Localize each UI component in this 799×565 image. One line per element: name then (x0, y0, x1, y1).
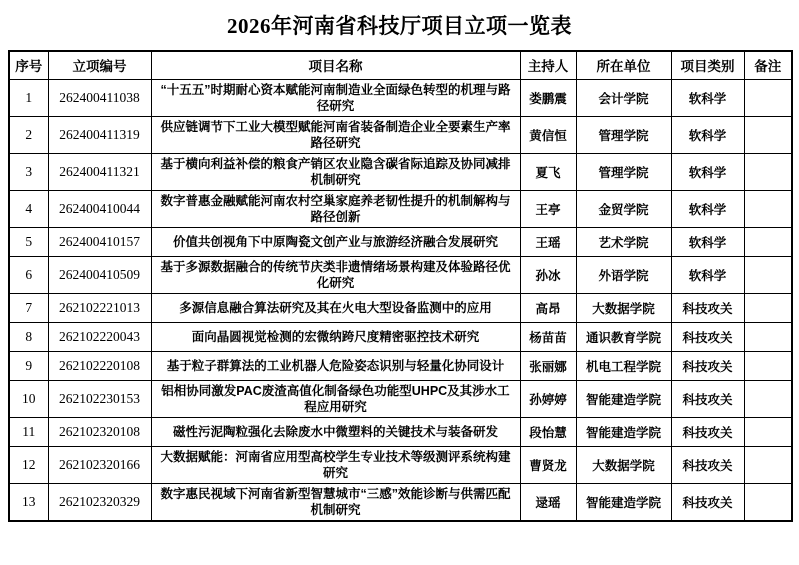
cell-index: 1 (9, 79, 48, 116)
cell-unit: 通识教育学院 (576, 322, 671, 351)
cell-remark (744, 227, 792, 256)
cell-project-name: “十五五”时期耐心资本赋能河南制造业全面绿色转型的机理与路径研究 (151, 79, 520, 116)
cell-unit: 大数据学院 (576, 293, 671, 322)
cell-category: 软科学 (671, 190, 744, 227)
cell-index: 2 (9, 116, 48, 153)
cell-category: 科技攻关 (671, 483, 744, 521)
cell-category: 软科学 (671, 116, 744, 153)
col-header-category: 项目类别 (671, 51, 744, 79)
cell-category: 科技攻关 (671, 446, 744, 483)
cell-unit: 外语学院 (576, 256, 671, 293)
cell-remark (744, 446, 792, 483)
cell-remark (744, 351, 792, 380)
cell-project-name: 价值共创视角下中原陶瓷文创产业与旅游经济融合发展研究 (151, 227, 520, 256)
cell-project-code: 262102220108 (48, 351, 151, 380)
cell-category: 科技攻关 (671, 351, 744, 380)
cell-index: 10 (9, 380, 48, 417)
cell-index: 11 (9, 417, 48, 446)
cell-leader: 娄鹏震 (520, 79, 576, 116)
cell-project-name: 数字惠民视域下河南省新型智慧城市“三感”效能诊断与供需匹配机制研究 (151, 483, 520, 521)
cell-remark (744, 79, 792, 116)
cell-category: 科技攻关 (671, 293, 744, 322)
cell-project-code: 262102320329 (48, 483, 151, 521)
cell-category: 软科学 (671, 256, 744, 293)
cell-index: 7 (9, 293, 48, 322)
table-row (9, 351, 792, 380)
cell-remark (744, 483, 792, 521)
cell-project-code: 262400411321 (48, 153, 151, 190)
table-row (9, 116, 792, 153)
page-title: 2026年河南省科技厅项目立项一览表 (227, 14, 572, 38)
cell-leader: 黄信恒 (520, 116, 576, 153)
table-row (9, 190, 792, 227)
col-header-name: 项目名称 (151, 51, 520, 79)
table-header (9, 51, 792, 79)
cell-index: 12 (9, 446, 48, 483)
cell-index: 9 (9, 351, 48, 380)
cell-leader: 曹贤龙 (520, 446, 576, 483)
cell-project-name: 基于粒子群算法的工业机器人危险姿态识别与轻量化协同设计 (151, 351, 520, 380)
cell-unit: 管理学院 (576, 153, 671, 190)
cell-remark (744, 293, 792, 322)
cell-index: 4 (9, 190, 48, 227)
cell-remark (744, 380, 792, 417)
cell-unit: 管理学院 (576, 116, 671, 153)
table-row (9, 227, 792, 256)
cell-unit: 艺术学院 (576, 227, 671, 256)
table-row (9, 483, 792, 521)
cell-category: 科技攻关 (671, 322, 744, 351)
cell-unit: 智能建造学院 (576, 417, 671, 446)
cell-remark (744, 256, 792, 293)
col-header-index: 序号 (9, 51, 48, 79)
cell-leader: 孙婷婷 (520, 380, 576, 417)
table-row (9, 79, 792, 116)
cell-leader: 杨苗苗 (520, 322, 576, 351)
cell-index: 6 (9, 256, 48, 293)
cell-index: 3 (9, 153, 48, 190)
table-row (9, 417, 792, 446)
cell-index: 8 (9, 322, 48, 351)
cell-unit: 智能建造学院 (576, 380, 671, 417)
project-approval-table (8, 50, 793, 522)
cell-project-name: 磁性污泥陶粒强化去除废水中微塑料的关键技术与装备研发 (151, 417, 520, 446)
cell-category: 软科学 (671, 79, 744, 116)
cell-project-code: 262102230153 (48, 380, 151, 417)
cell-project-code: 262400410157 (48, 227, 151, 256)
cell-project-code: 262102220043 (48, 322, 151, 351)
cell-project-name: 基于多源数据融合的传统节庆类非遗情绪场景构建及体验路径优化研究 (151, 256, 520, 293)
cell-remark (744, 190, 792, 227)
cell-project-name: 多源信息融合算法研究及其在火电大型设备监测中的应用 (151, 293, 520, 322)
cell-remark (744, 116, 792, 153)
cell-category: 科技攻关 (671, 417, 744, 446)
table-row (9, 446, 792, 483)
cell-project-name: 面向晶圆视觉检测的宏微纳跨尺度精密驱控技术研究 (151, 322, 520, 351)
cell-project-code: 262400411319 (48, 116, 151, 153)
cell-project-code: 262102221013 (48, 293, 151, 322)
cell-project-code: 262102320166 (48, 446, 151, 483)
cell-leader: 高昂 (520, 293, 576, 322)
cell-leader: 段怡慧 (520, 417, 576, 446)
header-row (9, 51, 792, 79)
cell-leader: 王亭 (520, 190, 576, 227)
table-row (9, 380, 792, 417)
table-row (9, 153, 792, 190)
table-body (9, 79, 792, 521)
table-row (9, 322, 792, 351)
cell-unit: 机电工程学院 (576, 351, 671, 380)
cell-unit: 金贸学院 (576, 190, 671, 227)
cell-project-code: 262400410044 (48, 190, 151, 227)
cell-project-name: 铝相协同激发PAC废渣高值化制备绿色功能型UHPC及其涉水工程应用研究 (151, 380, 520, 417)
cell-project-name: 数字普惠金融赋能河南农村空巢家庭养老韧性提升的机制解构与路径创新 (151, 190, 520, 227)
cell-project-name: 大数据赋能：河南省应用型高校学生专业技术等级测评系统构建研究 (151, 446, 520, 483)
cell-leader: 逯瑶 (520, 483, 576, 521)
cell-project-name: 供应链调节下工业大模型赋能河南省装备制造企业全要素生产率路径研究 (151, 116, 520, 153)
cell-leader: 王瑶 (520, 227, 576, 256)
col-header-code: 立项编号 (48, 51, 151, 79)
cell-category: 科技攻关 (671, 380, 744, 417)
cell-category: 软科学 (671, 227, 744, 256)
cell-unit: 大数据学院 (576, 446, 671, 483)
cell-remark (744, 322, 792, 351)
cell-leader: 孙冰 (520, 256, 576, 293)
cell-project-name: 基于横向利益补偿的粮食产销区农业隐含碳省际追踪及协同减排机制研究 (151, 153, 520, 190)
col-header-unit: 所在单位 (576, 51, 671, 79)
cell-project-code: 262400410509 (48, 256, 151, 293)
cell-unit: 会计学院 (576, 79, 671, 116)
table-row (9, 293, 792, 322)
cell-project-code: 262102320108 (48, 417, 151, 446)
cell-index: 13 (9, 483, 48, 521)
col-header-leader: 主持人 (520, 51, 576, 79)
cell-leader: 张丽娜 (520, 351, 576, 380)
cell-project-code: 262400411038 (48, 79, 151, 116)
cell-unit: 智能建造学院 (576, 483, 671, 521)
col-header-remark: 备注 (744, 51, 792, 79)
cell-leader: 夏飞 (520, 153, 576, 190)
cell-remark (744, 153, 792, 190)
table-row (9, 256, 792, 293)
cell-remark (744, 417, 792, 446)
cell-index: 5 (9, 227, 48, 256)
cell-category: 软科学 (671, 153, 744, 190)
